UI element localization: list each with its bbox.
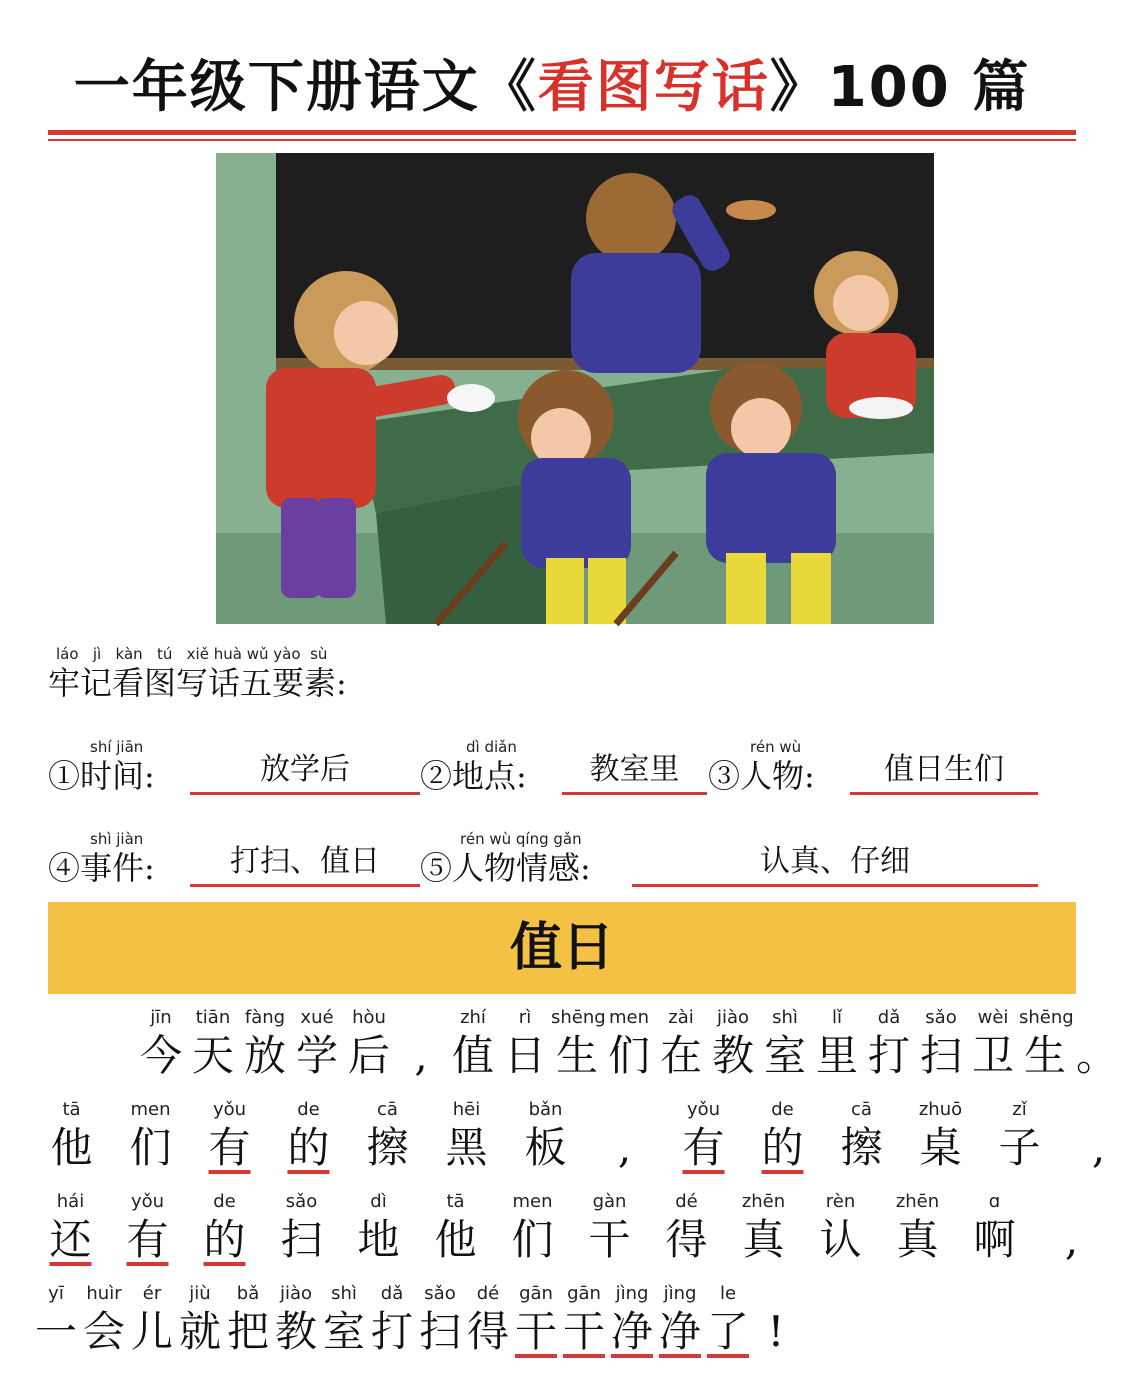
story-char-pinyin: sǎo	[424, 1283, 456, 1304]
story-char	[269, 1097, 348, 1173]
story-char-hanzi: 的	[203, 1215, 246, 1264]
story-char-pinyin: wèi	[977, 1007, 1009, 1028]
element-place	[420, 738, 580, 798]
story-char-hanzi: 真	[896, 1215, 939, 1264]
story-char-hanzi: 教	[711, 1031, 754, 1080]
story-char-hanzi: 有	[126, 1215, 169, 1264]
story-char-pinyin: de	[297, 1099, 320, 1120]
title-rule-thick	[48, 130, 1076, 135]
story-char	[743, 1097, 822, 1173]
title-prefix: 一年级下册语文《	[73, 55, 538, 120]
element-place-pinyin: dì diǎn	[466, 738, 517, 756]
story-char-pinyin: zhēn	[741, 1191, 786, 1212]
story-char-pinyin: lǐ	[831, 1007, 842, 1028]
story-char-pinyin: shì	[331, 1283, 357, 1304]
story-char-pinyin: xué	[300, 1007, 334, 1028]
story-char	[707, 1005, 759, 1081]
story-char-hanzi: 就	[178, 1307, 221, 1356]
story-char	[603, 1005, 655, 1081]
story-char-hanzi: 今	[139, 1031, 182, 1080]
story-char-pinyin	[1059, 1097, 1138, 1123]
story-char-hanzi: 打	[867, 1031, 910, 1080]
story-char-pinyin: huìr	[86, 1283, 122, 1304]
story-char-hanzi: ,	[1091, 1123, 1106, 1172]
story-char-hanzi: 擦	[840, 1123, 883, 1172]
story-char-pinyin: dé	[476, 1283, 500, 1304]
story-char	[608, 1281, 656, 1357]
element-feeling-value: 认真、仔细	[632, 840, 1038, 887]
story-char-pinyin: yǒu	[686, 1099, 721, 1120]
story-char	[417, 1189, 494, 1265]
story-char-hanzi: 把	[226, 1307, 269, 1356]
story-char	[447, 1005, 499, 1081]
story-char-pinyin: yǒu	[130, 1191, 165, 1212]
story-char-pinyin: dì	[370, 1191, 387, 1212]
story-char	[272, 1281, 320, 1357]
story-char-hanzi: 们	[511, 1215, 554, 1264]
story-char	[427, 1097, 506, 1173]
story-char-pinyin: gàn	[592, 1191, 627, 1212]
story-char	[725, 1189, 802, 1265]
story-char-pinyin: zài	[668, 1007, 694, 1028]
story-char	[506, 1097, 585, 1173]
story-char-pinyin: cā	[851, 1099, 872, 1120]
story-char-hanzi: 有	[208, 1123, 251, 1172]
story-char-hanzi: 地	[357, 1215, 400, 1264]
story-char	[664, 1097, 743, 1173]
story-char	[811, 1005, 863, 1081]
story-char-pinyin: hēi	[452, 1099, 481, 1120]
story-char	[320, 1281, 368, 1357]
story-char-pinyin: de	[771, 1099, 794, 1120]
story-line-4	[0, 1281, 1104, 1361]
story-char	[32, 1097, 111, 1173]
story-char	[656, 1281, 704, 1357]
element-event-pinyin: shì jiàn	[90, 830, 144, 848]
story-char	[291, 1005, 343, 1081]
story-char-hanzi: 擦	[366, 1123, 409, 1172]
story-char-pinyin: jiào	[716, 1007, 750, 1028]
story-char-pinyin: rì	[518, 1007, 532, 1028]
element-event	[48, 830, 208, 890]
story-char	[915, 1005, 967, 1081]
story-char-hanzi: 得	[665, 1215, 708, 1264]
story-char-pinyin: jīn	[150, 1007, 172, 1028]
story-char	[802, 1189, 879, 1265]
story-char	[190, 1097, 269, 1173]
story-char	[224, 1281, 272, 1357]
story-char	[186, 1189, 263, 1265]
story-char	[901, 1097, 980, 1173]
element-event-value: 打扫、值日	[190, 840, 420, 887]
story-char-hanzi: !	[767, 1307, 785, 1356]
story-char-hanzi: 生	[1023, 1031, 1066, 1080]
story-char-hanzi: 他	[50, 1123, 93, 1172]
story-line-2	[0, 1097, 1104, 1177]
story-char	[499, 1005, 551, 1081]
story-char-pinyin: jiù	[189, 1283, 211, 1304]
story-char-pinyin: tā	[446, 1191, 465, 1212]
story-char	[348, 1097, 427, 1173]
story-char-pinyin: bǎ	[236, 1283, 260, 1304]
intro-pinyin: láo jì kàn tú xiě huà wǔ yào sù	[56, 645, 328, 663]
story-char-pinyin: dé	[675, 1191, 698, 1212]
title-suffix: 》100 篇	[769, 55, 1031, 120]
story-char	[512, 1281, 560, 1357]
story-char-hanzi: 们	[129, 1123, 172, 1172]
story-char-hanzi: 桌	[919, 1123, 962, 1172]
story-char-hanzi: 认	[819, 1215, 862, 1264]
story-char-pinyin: bǎn	[528, 1099, 563, 1120]
title-rule-thin	[48, 139, 1076, 141]
story-char-pinyin: sǎo	[925, 1007, 957, 1028]
story-char-pinyin	[752, 1281, 800, 1307]
story-char-hanzi: 还	[49, 1215, 92, 1264]
story-char-pinyin: men	[130, 1099, 171, 1120]
element-time-value: 放学后	[190, 748, 420, 795]
story-char-hanzi: ,	[414, 1031, 428, 1080]
story-char-pinyin: gān	[519, 1283, 553, 1304]
element-feeling-label: ⑤人物情感:	[420, 849, 591, 887]
story-char-hanzi: 打	[370, 1307, 413, 1356]
element-feeling-pinyin: rén wù qíng gǎn	[460, 830, 582, 848]
story-char-hanzi: 室	[322, 1307, 365, 1356]
story-char-hanzi: 天	[191, 1031, 234, 1080]
story-char	[863, 1005, 915, 1081]
story-char	[571, 1189, 648, 1265]
story-char	[879, 1189, 956, 1265]
story-char-hanzi: 子	[998, 1123, 1041, 1172]
story-char-hanzi: 。	[1075, 1031, 1118, 1080]
story-char-hanzi: 有	[682, 1123, 725, 1172]
story-char-hanzi: 真	[742, 1215, 785, 1264]
story-char	[109, 1189, 186, 1265]
story-char	[368, 1281, 416, 1357]
story-char	[343, 1005, 395, 1081]
story-char-hanzi: 干	[588, 1215, 631, 1264]
element-place-value: 教室里	[562, 748, 707, 795]
story-char-hanzi: 生	[555, 1031, 598, 1080]
story-char-pinyin: jiào	[279, 1283, 313, 1304]
story-char-pinyin: shēng	[551, 1007, 606, 1028]
story-char-hanzi: 会	[82, 1307, 125, 1356]
story-char-hanzi: 在	[659, 1031, 702, 1080]
story-char-pinyin	[395, 1005, 447, 1031]
element-event-label: ④事件:	[48, 849, 155, 887]
story-char	[80, 1281, 128, 1357]
story-char	[752, 1281, 800, 1357]
story-char	[1019, 1005, 1074, 1081]
story-char	[759, 1005, 811, 1081]
story-char-pinyin: yǒu	[212, 1099, 247, 1120]
story-title-banner: 值日	[48, 902, 1076, 994]
element-feeling	[420, 830, 640, 890]
story-char-hanzi: 值	[451, 1031, 494, 1080]
story-char	[176, 1281, 224, 1357]
story-char	[187, 1005, 239, 1081]
story-char-hanzi: 的	[287, 1123, 330, 1172]
story-char-hanzi: 扫	[280, 1215, 323, 1264]
story-char-pinyin: le	[719, 1283, 737, 1304]
story-char-pinyin: men	[608, 1007, 650, 1028]
story-char-pinyin: zǐ	[1012, 1099, 1027, 1120]
story-char-hanzi: 卫	[971, 1031, 1014, 1080]
story-char-pinyin: hái	[56, 1191, 85, 1212]
story-line-1	[0, 1005, 1118, 1085]
story-char-hanzi: 干	[514, 1307, 557, 1356]
story-char	[416, 1281, 464, 1357]
story-char-hanzi: 日	[503, 1031, 546, 1080]
story-char-hanzi: 干	[562, 1307, 605, 1356]
story-char	[395, 1005, 447, 1081]
story-char-pinyin: zhēn	[895, 1191, 940, 1212]
story-char-pinyin: jìng	[615, 1283, 649, 1304]
story-char-pinyin: zhuō	[918, 1099, 963, 1120]
story-char-pinyin: rèn	[825, 1191, 856, 1212]
element-place-label: ②地点:	[420, 757, 527, 795]
story-char	[135, 1005, 187, 1081]
story-char-hanzi: 儿	[130, 1307, 173, 1356]
story-char-pinyin	[1033, 1189, 1110, 1215]
story-char-pinyin: men	[512, 1191, 553, 1212]
story-char-hanzi: 净	[610, 1307, 653, 1356]
story-char-hanzi: 啊	[973, 1215, 1016, 1264]
story-char-hanzi: 里	[815, 1031, 858, 1080]
element-time-label: ①时间:	[48, 757, 155, 795]
story-char	[585, 1097, 664, 1173]
element-people	[708, 738, 858, 798]
story-char-pinyin: tiān	[195, 1007, 231, 1028]
story-char-hanzi: 学	[295, 1031, 338, 1080]
story-line-3	[0, 1189, 1104, 1269]
story-char-pinyin: yī	[48, 1283, 64, 1304]
intro-line	[48, 645, 648, 705]
story-char	[494, 1189, 571, 1265]
element-people-pinyin: rén wù	[750, 738, 802, 756]
story-char-hanzi: 放	[243, 1031, 286, 1080]
story-char-hanzi: 板	[524, 1123, 567, 1172]
page-title	[0, 48, 1104, 128]
story-char	[967, 1005, 1019, 1081]
story-char	[822, 1097, 901, 1173]
story-char	[551, 1005, 606, 1081]
story-char-pinyin: de	[213, 1191, 236, 1212]
story-char-hanzi: 们	[607, 1031, 650, 1080]
story-char-pinyin: shēng	[1019, 1007, 1074, 1028]
story-char	[340, 1189, 417, 1265]
intro-text: 牢记看图写话五要素:	[48, 664, 347, 702]
title-highlight: 看图写话	[537, 55, 770, 120]
element-people-value: 值日生们	[850, 748, 1038, 795]
story-char	[239, 1005, 291, 1081]
story-char-pinyin: jìng	[663, 1283, 697, 1304]
story-char	[263, 1189, 340, 1265]
story-char-pinyin: hòu	[352, 1007, 386, 1028]
story-char-hanzi: 室	[763, 1031, 806, 1080]
story-char	[560, 1281, 608, 1357]
story-char-pinyin: sǎo	[285, 1191, 318, 1212]
story-char-pinyin: gān	[567, 1283, 601, 1304]
story-char	[32, 1189, 109, 1265]
story-char	[704, 1281, 752, 1357]
story-char-pinyin: ér	[142, 1283, 162, 1304]
story-char	[648, 1189, 725, 1265]
story-char-pinyin: tā	[62, 1099, 81, 1120]
story-char-pinyin: dǎ	[380, 1283, 404, 1304]
story-char	[464, 1281, 512, 1357]
story-char	[980, 1097, 1059, 1173]
element-time-pinyin: shí jiān	[90, 738, 144, 756]
story-char	[1059, 1097, 1138, 1173]
story-char-hanzi: 一	[34, 1307, 77, 1356]
classroom-illustration	[216, 153, 934, 624]
story-char-pinyin: fàng	[244, 1007, 286, 1028]
story-char-hanzi: 扫	[919, 1031, 962, 1080]
story-char-hanzi: 教	[274, 1307, 317, 1356]
story-char-hanzi: 了	[706, 1307, 749, 1356]
story-char-hanzi: ,	[617, 1123, 632, 1172]
story-char-pinyin	[585, 1097, 664, 1123]
story-char-hanzi: 得	[466, 1307, 509, 1356]
story-char-hanzi: 后	[347, 1031, 390, 1080]
story-char	[32, 1281, 80, 1357]
story-char-hanzi: 扫	[418, 1307, 461, 1356]
story-char	[655, 1005, 707, 1081]
story-char	[128, 1281, 176, 1357]
story-char-pinyin	[1071, 1005, 1123, 1031]
element-people-label: ③人物:	[708, 757, 815, 795]
story-char-pinyin: zhí	[460, 1007, 486, 1028]
story-char-pinyin: dǎ	[877, 1007, 901, 1028]
story-char-hanzi: 他	[434, 1215, 477, 1264]
story-char	[1033, 1189, 1110, 1265]
story-char	[1071, 1005, 1123, 1081]
story-char-hanzi: 黑	[445, 1123, 488, 1172]
story-char-hanzi: ,	[1064, 1215, 1079, 1264]
story-char-pinyin: cā	[377, 1099, 398, 1120]
story-char	[111, 1097, 190, 1173]
story-char-pinyin: shì	[772, 1007, 798, 1028]
story-char-hanzi: 的	[761, 1123, 804, 1172]
story-char-hanzi: 净	[658, 1307, 701, 1356]
story-char-pinyin: ɑ	[988, 1191, 1001, 1212]
story-char	[956, 1189, 1033, 1265]
